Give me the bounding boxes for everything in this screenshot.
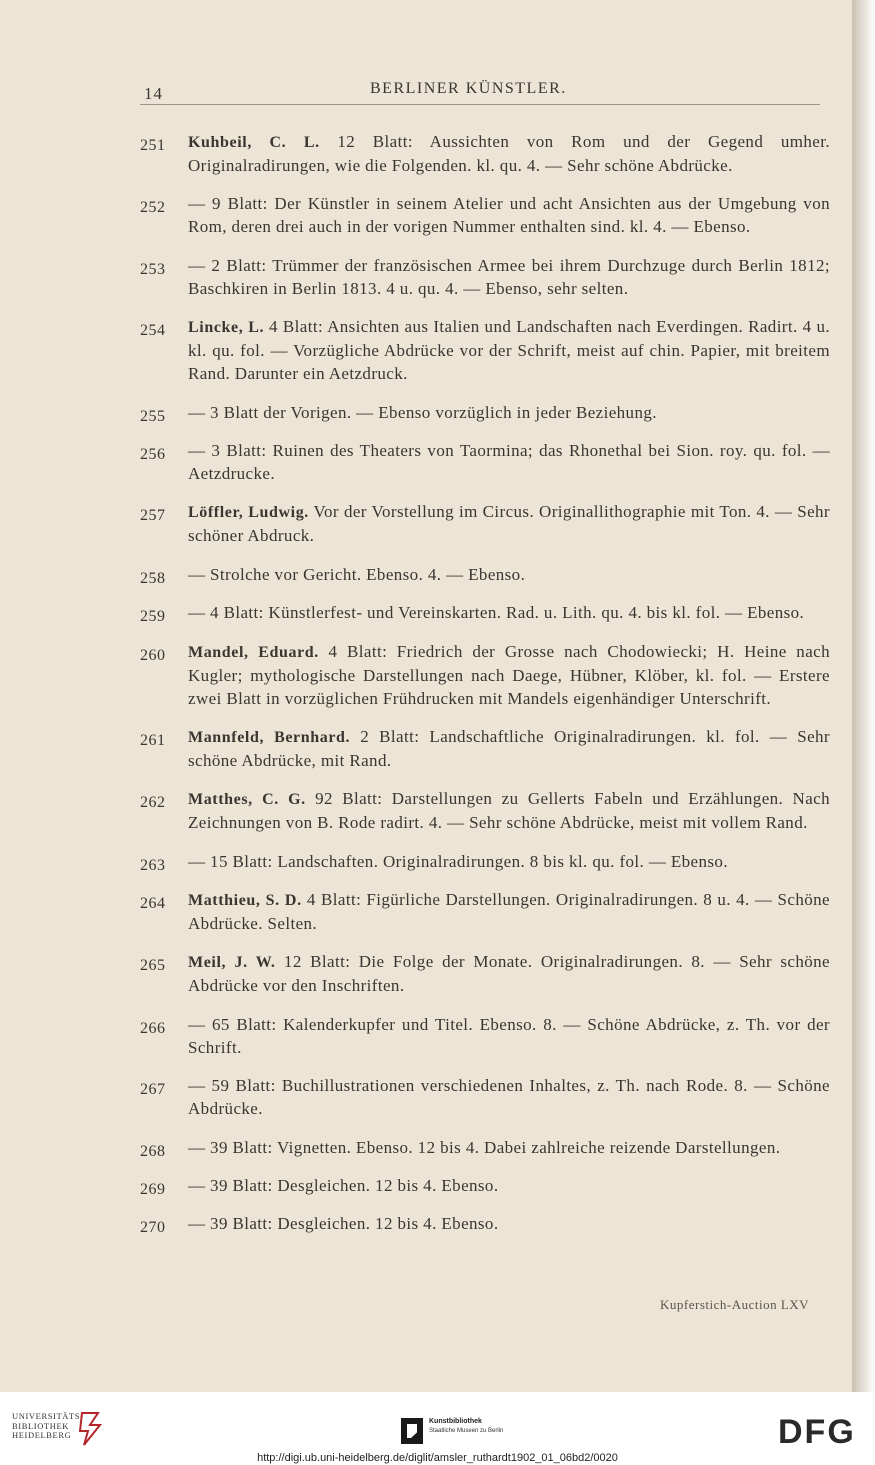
entry-description: — 39 Blatt: Vignetten. Ebenso. 12 bis 4. Dabei zahlreiche reizende Darstellungen. [188,1137,781,1157]
catalogue-entry [140,601,830,624]
entry-number: 267 [140,1081,166,1099]
artist-name: Meil, J. W. [188,954,276,972]
page-number: 14 [144,84,163,103]
entry-number: 258 [140,569,166,587]
entry-description: — 39 Blatt: Desgleichen. 12 bis 4. Ebenso. [188,1176,499,1196]
catalogue-entry [140,1174,830,1197]
entry-description: — Strolche vor Gericht. Ebenso. 4. — Ebenso. [188,564,526,584]
entry-number: 269 [140,1181,166,1199]
kunstbibliothek-icon [401,1418,423,1444]
dfg-logo[interactable]: DFG [778,1413,856,1451]
artist-name: Lincke, L. [188,319,265,337]
entry-description: Vor der Vorstellung im Circus. Originallithographie mit Ton. 4. — Sehr schöner Abdruck. [188,502,830,546]
catalogue-entry [140,254,830,300]
artist-name: Löffler, Ludwig. [188,504,309,522]
entry-number: 252 [140,199,166,217]
entry-description: — 3 Blatt der Vorigen. — Ebenso vorzüglich in jeder Beziehung. [188,402,657,422]
catalogue-entry [140,1074,830,1120]
kunstbibliothek-subtitle: Staatliche Museen zu Berlin [429,1428,504,1434]
entry-number: 266 [140,1019,166,1037]
artist-name: Mannfeld, Bernhard. [188,728,351,746]
catalogue-entry [140,725,830,772]
header-rule [140,104,820,105]
catalogue-entry [140,950,830,997]
entry-number: 264 [140,895,166,913]
page-edge [852,0,875,1392]
entry-description: 2 Blatt: Landschaftliche Originalradirungen. kl. fol. — Sehr schöne Abdrücke, mit Rand. [188,726,830,770]
catalogue-entry [140,500,830,547]
entry-description: 4 Blatt: Ansichten aus Italien und Landschaften nach Everdingen. Radirt. 4 u. kl. qu. fol. — Vorzügliche Abdrücke vor der Schrift, meist auf chin. Papier, mit breitem Rand. Darunter ein Aetzdruck. [188,317,830,384]
catalogue-entries [140,130,830,1251]
entry-description: — 65 Blatt: Kalenderkupfer und Titel. Ebenso. 8. — Schöne Abdrücke, z. Th. vor der Schrift. [188,1014,830,1057]
artist-name: Matthieu, S. D. [188,892,302,910]
catalogue-entry [140,130,830,177]
entry-number: 251 [140,137,166,154]
catalogue-entry [140,1013,830,1059]
entry-description: 12 Blatt: Aussichten von Rom und der Gegend umher. Originalradirungen, wie die Folgenden. kl. qu. 4. — Sehr schöne Abdrücke. [188,132,830,175]
entry-number: 260 [140,646,166,664]
university-library-logo-text: UNIVERSITÄTS- BIBLIOTHEK HEIDELBERG [12,1411,84,1440]
entry-description: — 2 Blatt: Trümmer der französischen Armee bei ihrem Durchzuge durch Berlin 1812; Baschkiren in Berlin 1813. 4 u. qu. 4. — Ebenso, sehr selten. [188,255,830,298]
catalogue-entry [140,315,830,385]
entry-description: — 3 Blatt: Ruinen des Theaters von Taormina; das Rhonethal bei Sion. roy. qu. fol. — Aetzdrucke. [188,440,830,483]
university-seal-icon [78,1411,104,1447]
catalogue-entry [140,1212,830,1235]
kunstbibliothek-title[interactable]: Kunstbibliothek [429,1418,482,1425]
entry-description: — 4 Blatt: Künstlerfest- und Vereinskarten. Rad. u. Lith. qu. 4. bis kl. fol. — Ebenso. [188,603,805,623]
artist-name: Mandel, Eduard. [188,643,319,661]
entry-description: 4 Blatt: Figürliche Darstellungen. Originalradirungen. 8 u. 4. — Schöne Abdrücke. Selten. [188,890,830,934]
entry-number: 261 [140,731,166,749]
catalogue-entry [140,192,830,238]
entry-description: 4 Blatt: Friedrich der Grosse nach Chodowiecki; H. Heine nach Kugler; mythologische Darstellungen nach Daege, Hübner, Klöber, kl. fol. — Erstere zwei Blatt in vorzüglichen Frühdrucken mit Mandels eigenhändiger Unterschrift. [188,641,830,708]
entry-description: — 59 Blatt: Buchillustrationen verschiedenen Inhaltes, z. Th. nach Rode. 8. — Schöne Abdrücke. [188,1076,830,1119]
entry-description: 92 Blatt: Darstellungen zu Gellerts Fabeln und Erzählungen. Nach Zeichnungen von B. Rode radirt. 4. — Sehr schöne Abdrücke, meist mit vollem Rand. [188,789,830,833]
entry-number: 270 [140,1219,166,1237]
artist-name: Kuhbeil, C. L. [188,134,320,151]
catalogue-entry [140,439,830,485]
catalogue-entry [140,888,830,935]
entry-description: — 9 Blatt: Der Künstler in seinem Atelier und acht Ansichten aus der Umgebung von Rom, deren drei auch in der vorigen Nummer enthalten sind. kl. 4. — Ebenso. [188,194,830,237]
entry-number: 259 [140,608,166,626]
catalogue-entry [140,787,830,834]
catalogue-entry [140,1136,830,1159]
entry-number: 262 [140,794,166,812]
entry-number: 253 [140,260,166,278]
entry-description: 12 Blatt: Die Folge der Monate. Originalradirungen. 8. — Sehr schöne Abdrücke vor den Inschriften. [188,952,830,996]
artist-name: Matthes, C. G. [188,791,306,809]
entry-number: 268 [140,1142,166,1160]
auction-footer-note: Kupferstich-Auction LXV [660,1297,810,1312]
running-head: BERLINER KÜNSTLER. [370,80,567,97]
catalogue-entry [140,640,830,710]
entry-number: 263 [140,856,166,874]
catalogue-entry [140,401,830,424]
entry-description: — 15 Blatt: Landschaften. Originalradirungen. 8 bis kl. qu. fol. — Ebenso. [188,851,728,871]
entry-number: 255 [140,407,166,425]
university-library-logo[interactable] [12,1412,132,1452]
entry-number: 256 [140,445,166,463]
catalogue-entry [140,850,830,873]
source-url[interactable]: http://digi.ub.uni-heidelberg.de/diglit/amsler_ruthardt1902_01_06bd2/0020 [257,1452,618,1464]
entry-number: 265 [140,957,166,975]
entry-number: 257 [140,507,166,525]
entry-description: — 39 Blatt: Desgleichen. 12 bis 4. Ebenso. [188,1214,499,1234]
catalogue-entry [140,563,830,586]
entry-number: 254 [140,322,166,340]
